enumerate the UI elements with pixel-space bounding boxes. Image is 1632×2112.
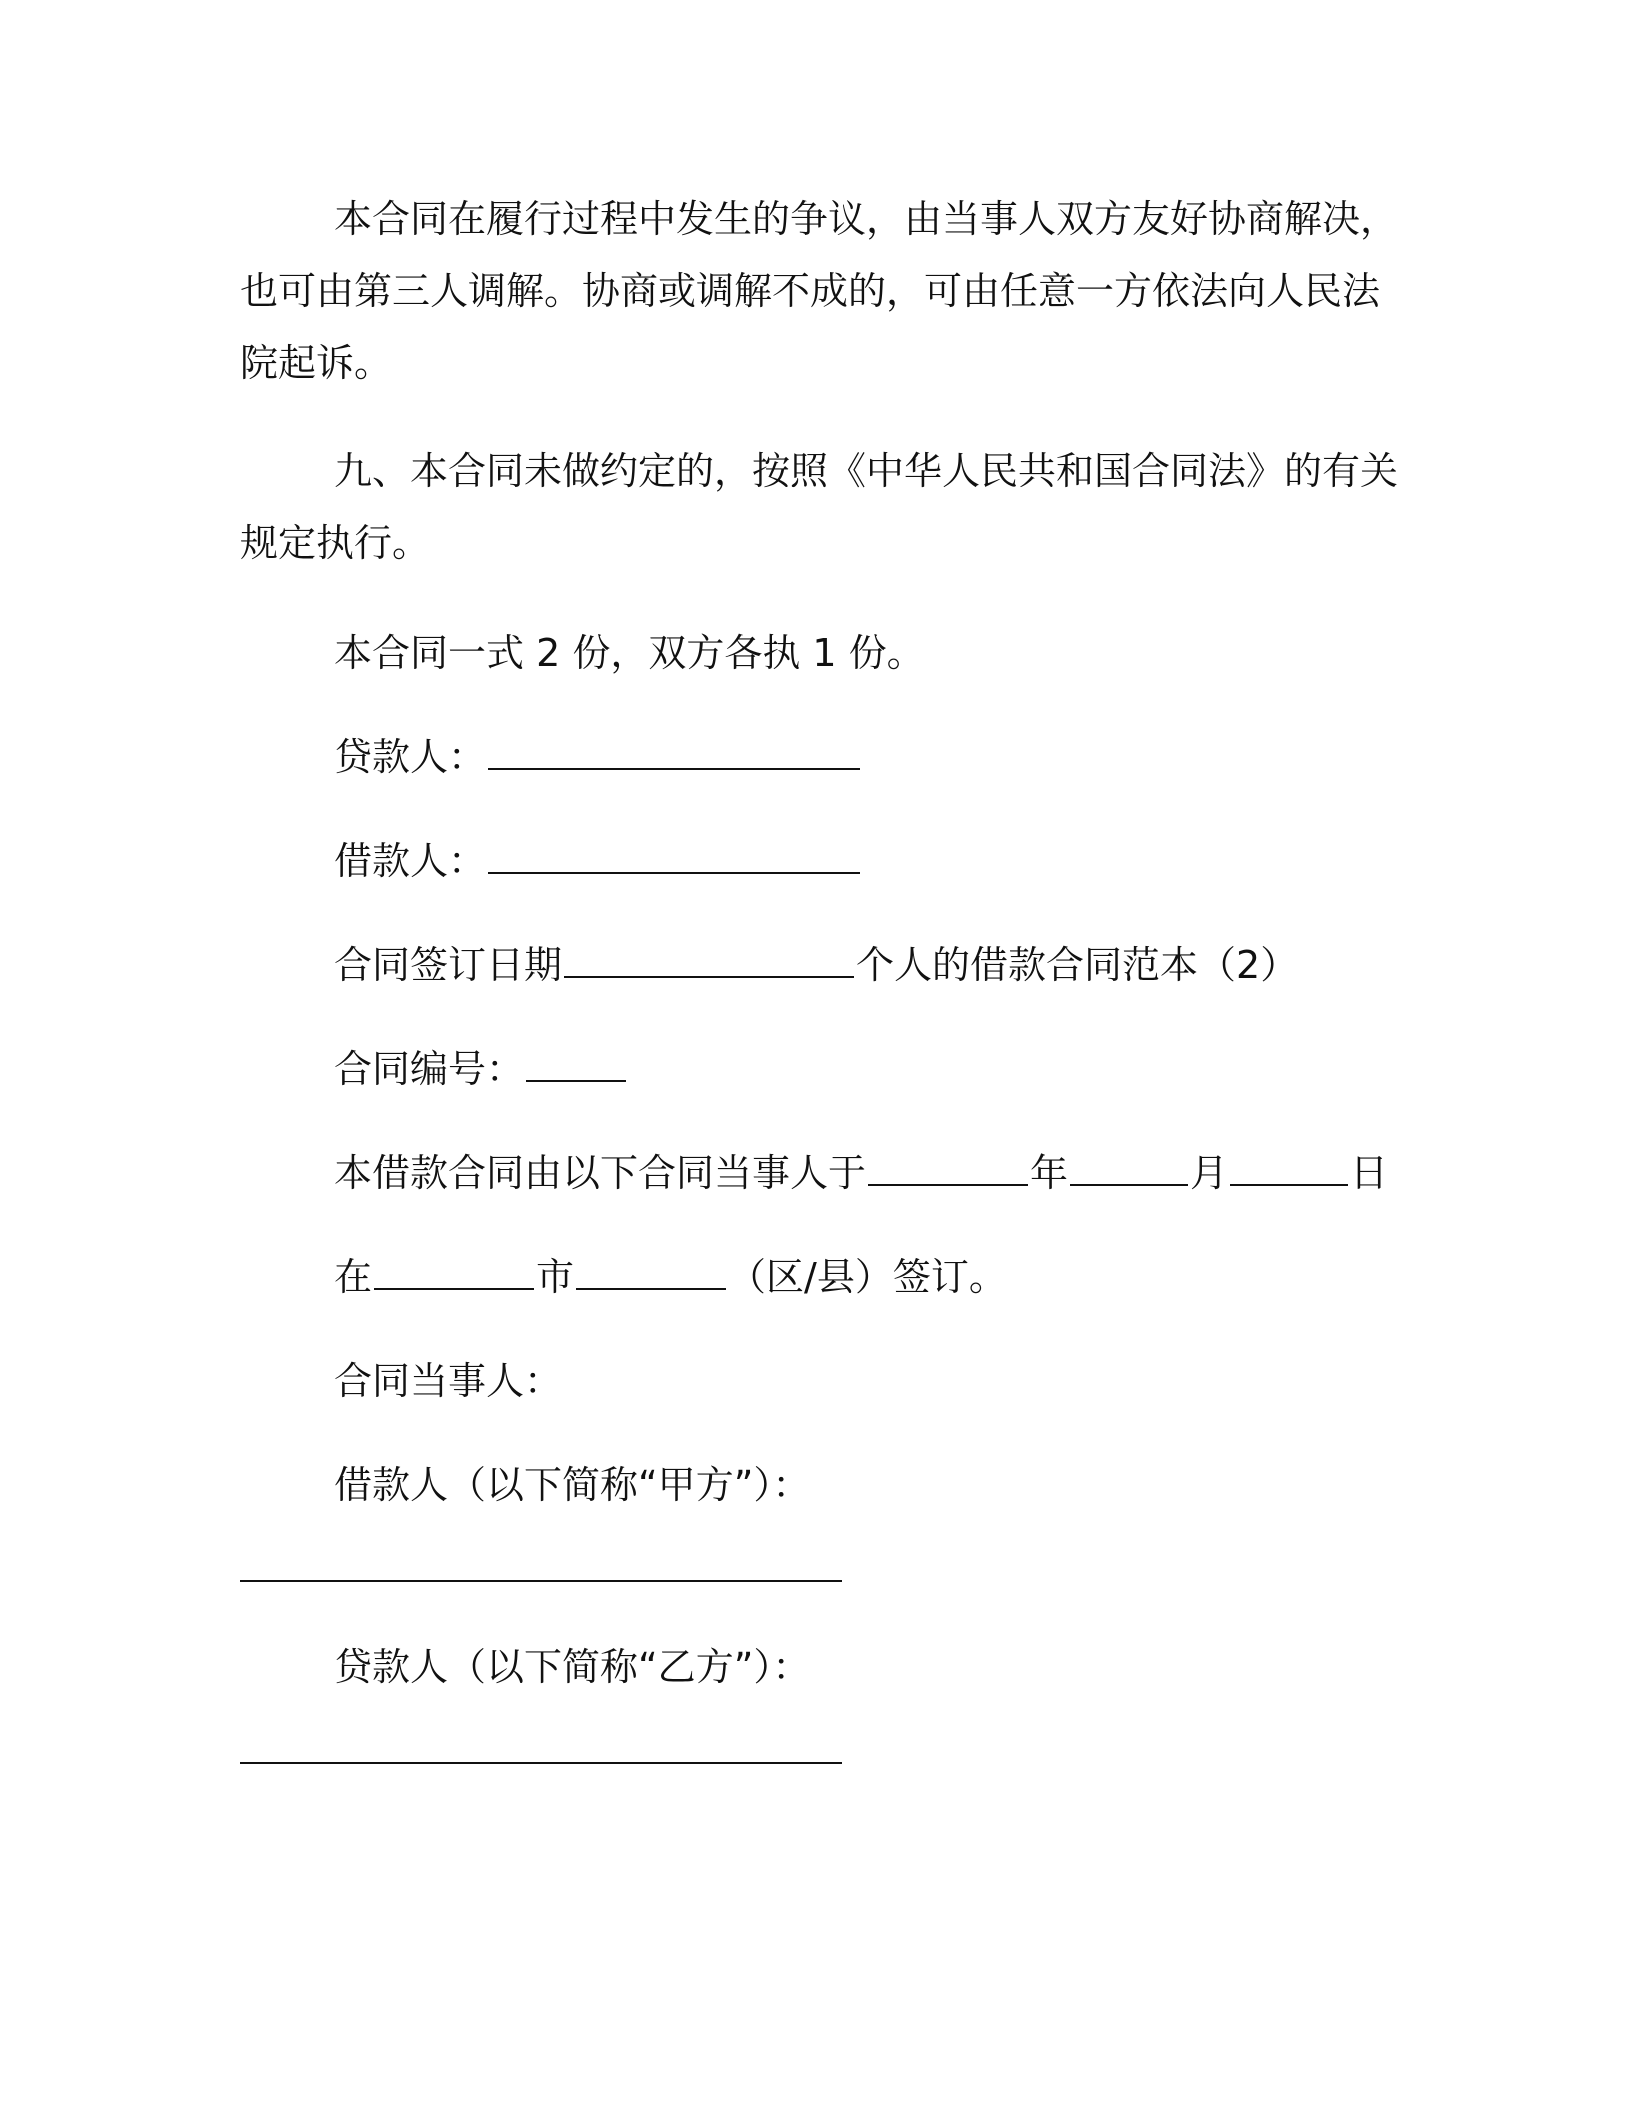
lender-blank xyxy=(488,734,860,770)
parties-heading: 合同当事人： xyxy=(334,1359,563,1403)
signed-at-line xyxy=(334,1254,1494,1300)
party-b-label: 贷款人（以下简称“乙方”）： xyxy=(334,1645,811,1689)
party-b-blank xyxy=(240,1762,842,1764)
sign-date-line xyxy=(334,942,1494,988)
party-a-label: 借款人（以下简称“甲方”）： xyxy=(334,1463,811,1507)
borrower-label: 借款人： xyxy=(334,839,487,883)
contract-number-line xyxy=(334,1046,1494,1092)
month-label: 月 xyxy=(1190,1151,1229,1195)
paragraph-clause9-line-2: 规定执行。 xyxy=(240,521,431,565)
next-contract-title: 个人的借款合同范本（2） xyxy=(856,943,1299,987)
day-label: 日 xyxy=(1350,1151,1389,1195)
contract-number-label: 合同编号： xyxy=(334,1047,525,1091)
paragraph-dispute-line-3: 院起诉。 xyxy=(240,341,393,385)
month-blank xyxy=(1070,1150,1188,1186)
borrower-blank xyxy=(488,838,860,874)
city-label: 市 xyxy=(536,1255,575,1299)
year-blank xyxy=(868,1150,1028,1186)
district-label: （区/县）签订。 xyxy=(728,1255,1007,1299)
year-label: 年 xyxy=(1030,1151,1069,1195)
date-label: 合同签订日期 xyxy=(334,943,563,987)
borrower-signature-line xyxy=(334,838,1494,884)
party-a-blank xyxy=(240,1580,842,1582)
lender-signature-line xyxy=(334,734,1494,780)
district-blank xyxy=(576,1254,726,1290)
paragraph-dispute-line-2: 也可由第三人调解。协商或调解不成的，可由任意一方依法向人民法 xyxy=(240,269,1381,313)
at-label: 在 xyxy=(334,1255,373,1299)
lender-label: 贷款人： xyxy=(334,735,487,779)
contract-number-blank xyxy=(526,1046,626,1082)
paragraph-dispute-line-1: 本合同在履行过程中发生的争议，由当事人双方友好协商解决， xyxy=(334,197,1399,241)
paragraph-clause9-line-1: 九、本合同未做约定的，按照《中华人民共和国合同法》的有关 xyxy=(334,449,1399,493)
signed-prefix: 本借款合同由以下合同当事人于 xyxy=(334,1151,867,1195)
city-blank xyxy=(374,1254,534,1290)
paragraph-copies: 本合同一式 2 份，双方各执 1 份。 xyxy=(334,631,925,675)
signed-on-line xyxy=(334,1150,1494,1196)
day-blank xyxy=(1230,1150,1348,1186)
date-blank xyxy=(564,942,854,978)
